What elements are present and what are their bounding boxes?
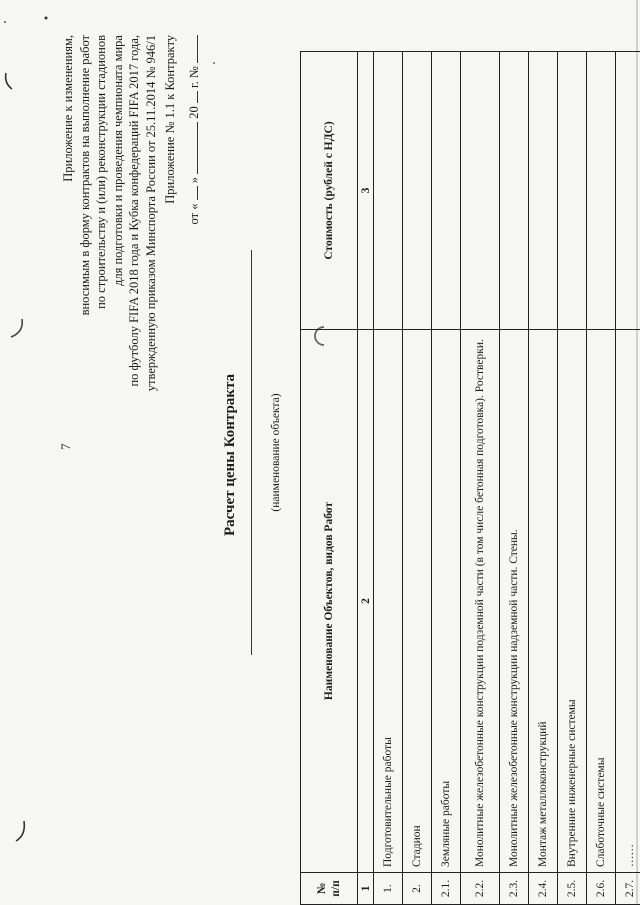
row-number: 2.7. bbox=[616, 873, 640, 905]
row-name: Монолитные железобетонные конструкции надземной части. Стены. bbox=[500, 330, 529, 873]
header-number: № п/п bbox=[301, 873, 358, 905]
table-row bbox=[461, 52, 500, 905]
row-cost bbox=[403, 52, 432, 330]
column-number: 3 bbox=[358, 52, 374, 330]
year-suffix: г. № bbox=[187, 66, 201, 89]
row-name: Монтаж металлоконструкций bbox=[529, 330, 558, 873]
month-blank bbox=[185, 122, 198, 174]
contract-date-line bbox=[182, 35, 206, 285]
table-row bbox=[374, 52, 403, 905]
date-prefix: от « bbox=[187, 203, 201, 225]
contract-price-table bbox=[300, 51, 640, 905]
row-number: 2. bbox=[403, 873, 432, 905]
table-row bbox=[587, 52, 616, 905]
table-row bbox=[558, 52, 587, 905]
row-number: 2.3. bbox=[500, 873, 529, 905]
column-number: 2 bbox=[358, 330, 374, 873]
row-cost bbox=[432, 52, 461, 330]
row-name: Внутренние инженерные системы bbox=[558, 330, 587, 873]
row-name: Стадион bbox=[403, 330, 432, 873]
row-cost bbox=[461, 52, 500, 330]
header-line: по строительству и (или) реконструкции стадионов bbox=[94, 35, 108, 309]
row-number: 2.1. bbox=[432, 873, 461, 905]
row-number: 2.4. bbox=[529, 873, 558, 905]
table-row bbox=[529, 52, 558, 905]
row-name: …… bbox=[616, 330, 640, 873]
table-row bbox=[616, 52, 640, 905]
page-number: 7 bbox=[58, 443, 73, 450]
row-cost bbox=[587, 52, 616, 330]
table-row bbox=[403, 52, 432, 905]
row-name: Подготовительные работы bbox=[374, 330, 403, 873]
document-title: Расчет цены Контракта bbox=[222, 373, 238, 537]
column-number: 1 bbox=[358, 873, 374, 905]
row-name: Слаботочные системы bbox=[587, 330, 616, 873]
date-quote: » bbox=[187, 177, 201, 184]
header-line: утвержденную приказом Минспорта России от 25.11.2014 № 946/1 bbox=[143, 35, 158, 392]
column-number-row bbox=[358, 52, 374, 905]
day-blank bbox=[185, 186, 198, 200]
contract-reference bbox=[158, 35, 206, 285]
header-line: для подготовки и проведения чемпионата мира bbox=[110, 35, 125, 287]
year-blank bbox=[185, 91, 198, 103]
header-line: вносимым в форму контрактов на выполнение работ bbox=[77, 35, 92, 316]
header-line: по футболу FIFA 2018 года и Кубка конфедераций FIFA 2017 года, bbox=[127, 35, 141, 387]
row-cost bbox=[616, 52, 640, 330]
row-number: 2.2. bbox=[461, 873, 500, 905]
row-number: 1. bbox=[374, 873, 403, 905]
year-prefix: 20 bbox=[187, 106, 201, 119]
object-name-line bbox=[251, 250, 252, 655]
number-blank bbox=[185, 35, 198, 63]
row-cost bbox=[374, 52, 403, 330]
header-name: Наименование Объектов, видов Работ bbox=[301, 330, 358, 873]
table-row bbox=[432, 52, 461, 905]
table-row bbox=[500, 52, 529, 905]
header-line: Приложение к изменениям, bbox=[61, 35, 75, 182]
row-number: 2.6. bbox=[587, 873, 616, 905]
row-cost bbox=[500, 52, 529, 330]
object-name-hint: (наименование объекта) bbox=[270, 393, 282, 512]
row-name: Земляные работы bbox=[432, 330, 461, 873]
header-cost: Стоимость (рублей с НДС) bbox=[301, 52, 358, 330]
row-number: 2.5. bbox=[558, 873, 587, 905]
row-name: Монолитные железобетонные конструкции подземной части (в том числе бетонная подготовка). Ростверки. bbox=[461, 330, 500, 873]
appendix-number: Приложение № 1.1 к Контракту bbox=[163, 35, 177, 204]
appendix-header bbox=[60, 35, 159, 435]
table-header-row bbox=[301, 52, 358, 905]
row-cost bbox=[529, 52, 558, 330]
row-cost bbox=[558, 52, 587, 330]
